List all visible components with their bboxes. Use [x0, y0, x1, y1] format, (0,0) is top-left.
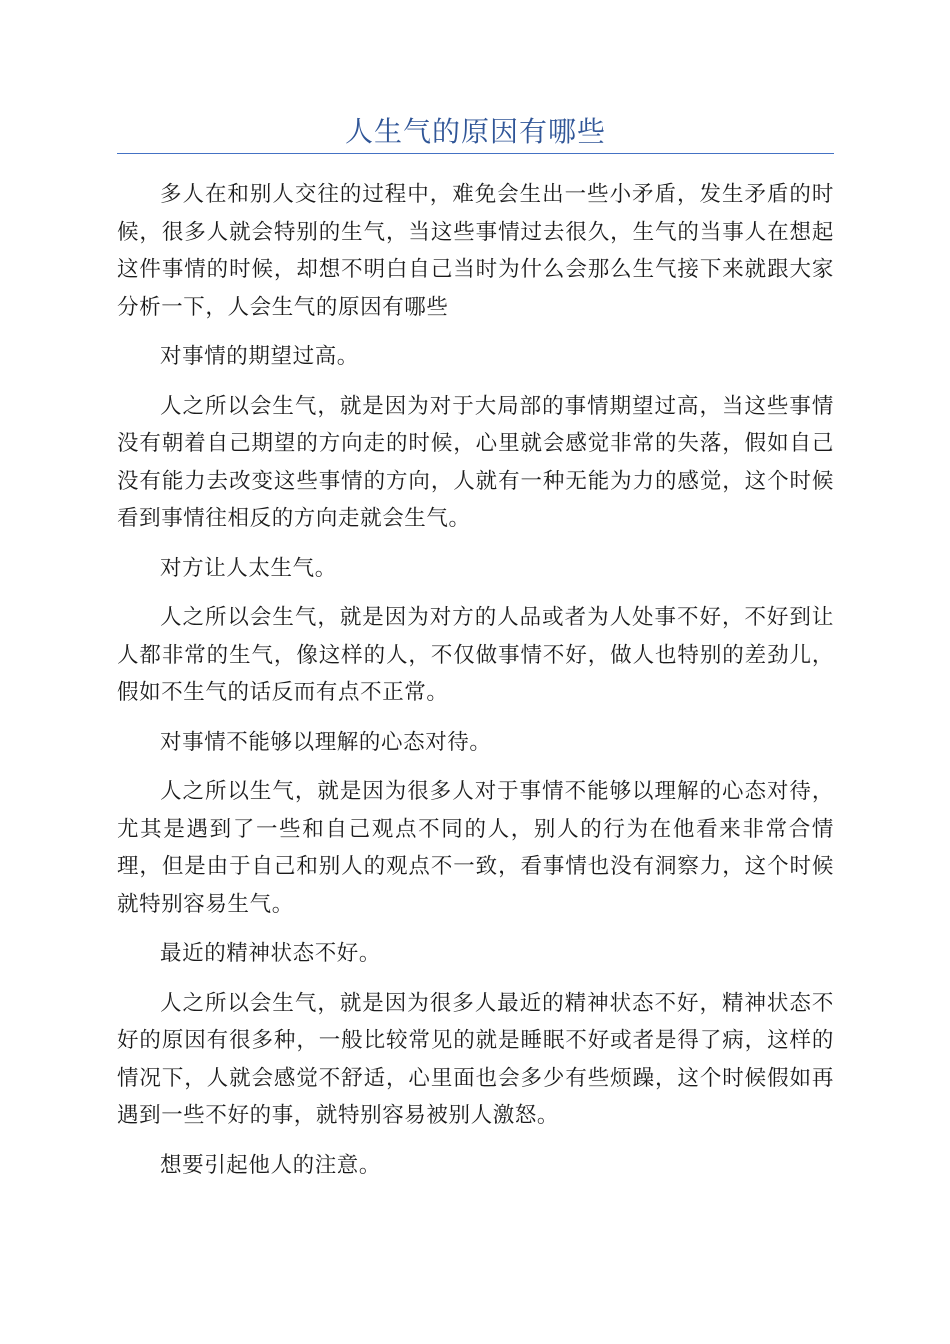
title-underline	[117, 153, 834, 154]
section-heading: 对事情不能够以理解的心态对待。	[160, 729, 492, 755]
section-heading: 对方让人太生气。	[160, 555, 337, 581]
document-title: 人生气的原因有哪些	[344, 115, 606, 148]
paragraph-intro: 多人在和别人交往的过程中，难免会生出一些小矛盾，发生矛盾的时候，很多人就会特别的生气，当这些事情过去很久，生气的当事人在想起这件事情的时候，却想不明白自己当时为什么会那么生气接下来就跟大家分析一下，人会生气的原因有哪些	[117, 182, 834, 320]
section-heading: 最近的精神状态不好。	[160, 941, 382, 966]
paragraph: 人之所以会生气，就是因为对于大局部的事情期望过高，当这些事情没有朝着自己期望的方向走的时候，心里就会感觉非常的失落，假如自己没有能力去改变这些事情的方向，人就有一种无能为力的感觉，这个时候看到事情往相反的方向走就会生气。	[117, 393, 834, 531]
paragraph: 人之所以会生气，就是因为对方的人品或者为人处事不好，不好到让人都非常的生气，像这样的人，不仅做事情不好，做人也特别的差劲儿，假如不生气的话反而有点不正常。	[117, 605, 834, 705]
section-heading: 对事情的期望过高。	[160, 344, 359, 369]
paragraph: 人之所以生气，就是因为很多人对于事情不能够以理解的心态对待，尤其是遇到了一些和自己观点不同的人，别人的行为在他看来非常合情理，但是由于自己和别人的观点不一致，看事情也没有洞察力，这个时候就特别容易生气。	[117, 779, 834, 917]
document-body	[117, 176, 834, 1196]
paragraph: 人之所以会生气，就是因为很多人最近的精神状态不好，精神状态不好的原因有很多种，一般比较常见的就是睡眠不好或者是得了病，这样的情况下，人就会感觉不舒适，心里面也会多少有些烦躁，这个时候假如再遇到一些不好的事，就特别容易被别人激怒。	[117, 990, 834, 1128]
section-heading: 想要引起他人的注意。	[160, 1152, 382, 1178]
